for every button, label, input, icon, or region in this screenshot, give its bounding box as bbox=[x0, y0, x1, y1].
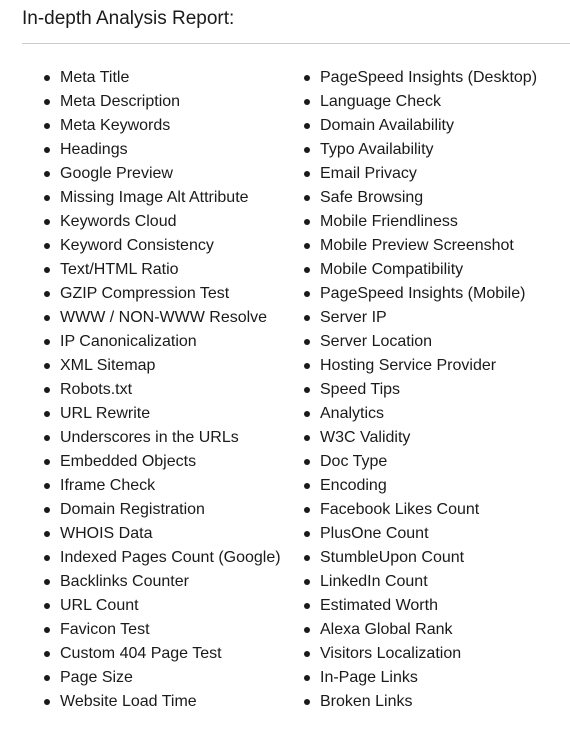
list-item bbox=[44, 354, 281, 378]
list-item bbox=[44, 114, 281, 138]
bullet-icon bbox=[44, 699, 50, 705]
list-item bbox=[304, 570, 537, 594]
list-item bbox=[304, 690, 537, 714]
bullet-icon bbox=[44, 315, 50, 321]
list-item bbox=[304, 474, 537, 498]
list-item bbox=[304, 282, 537, 306]
list-item-label: PageSpeed Insights (Desktop) bbox=[320, 69, 538, 86]
bullet-icon bbox=[44, 651, 50, 657]
list-item-label: Google Preview bbox=[60, 165, 173, 182]
list-item-label: URL Count bbox=[60, 597, 139, 614]
list-item bbox=[304, 498, 537, 522]
list-item-label: Meta Keywords bbox=[60, 117, 171, 134]
list-item bbox=[44, 666, 281, 690]
list-item bbox=[44, 186, 281, 210]
list-item-label: Encoding bbox=[320, 477, 387, 494]
list-item-label: Speed Tips bbox=[320, 381, 401, 398]
list-item-label: W3C Validity bbox=[320, 429, 411, 446]
bullet-icon bbox=[304, 531, 310, 537]
list-item-label: GZIP Compression Test bbox=[60, 285, 230, 302]
list-item-label: Mobile Preview Screenshot bbox=[320, 237, 514, 254]
list-item-label: Keyword Consistency bbox=[60, 237, 214, 254]
list-item-label: Typo Availability bbox=[320, 141, 434, 158]
list-item-label: In-Page Links bbox=[320, 669, 418, 686]
list-item-label: Keywords Cloud bbox=[60, 213, 177, 230]
bullet-icon bbox=[304, 675, 310, 681]
list-item-label: Embedded Objects bbox=[60, 453, 197, 470]
bullet-icon bbox=[304, 363, 310, 369]
bullet-icon bbox=[304, 123, 310, 129]
bullet-icon bbox=[44, 339, 50, 345]
list-item bbox=[44, 474, 281, 498]
bullet-icon bbox=[304, 171, 310, 177]
bullet-icon bbox=[304, 99, 310, 105]
list-item-label: Meta Description bbox=[60, 93, 181, 110]
list-item bbox=[44, 378, 281, 402]
bullet-icon bbox=[304, 651, 310, 657]
bullet-icon bbox=[44, 483, 50, 489]
bullet-icon bbox=[44, 219, 50, 225]
list-item-label: Page Size bbox=[60, 669, 133, 686]
list-item-label: URL Rewrite bbox=[60, 405, 151, 422]
bullet-icon bbox=[304, 483, 310, 489]
bullet-icon bbox=[304, 339, 310, 345]
bullet-icon bbox=[304, 267, 310, 273]
list-item-label: Estimated Worth bbox=[320, 597, 438, 614]
list-item-label: Facebook Likes Count bbox=[320, 501, 480, 518]
bullet-icon bbox=[44, 531, 50, 537]
bullet-icon bbox=[304, 75, 310, 81]
bullet-icon bbox=[44, 579, 50, 585]
list-item-label: Analytics bbox=[320, 405, 385, 422]
bullet-icon bbox=[44, 387, 50, 393]
bullet-icon bbox=[304, 435, 310, 441]
list-item bbox=[304, 90, 537, 114]
list-item bbox=[304, 546, 537, 570]
list-item bbox=[304, 522, 537, 546]
bullet-icon bbox=[304, 147, 310, 153]
list-item bbox=[304, 450, 537, 474]
bullet-icon bbox=[44, 99, 50, 105]
list-item bbox=[304, 354, 537, 378]
bullet-icon bbox=[44, 75, 50, 81]
bullet-icon bbox=[304, 195, 310, 201]
bullet-icon bbox=[304, 459, 310, 465]
list-item bbox=[44, 234, 281, 258]
bullet-icon bbox=[44, 507, 50, 513]
bullet-icon bbox=[44, 147, 50, 153]
list-item bbox=[44, 618, 281, 642]
list-item bbox=[304, 594, 537, 618]
list-item-label: Custom 404 Page Test bbox=[60, 645, 222, 662]
list-item bbox=[304, 234, 537, 258]
list-item-label: XML Sitemap bbox=[60, 357, 156, 374]
list-item bbox=[44, 282, 281, 306]
bullet-icon bbox=[44, 675, 50, 681]
list-item-label: Favicon Test bbox=[60, 621, 150, 638]
list-item bbox=[304, 402, 537, 426]
right-feature-list bbox=[304, 66, 537, 714]
list-item bbox=[44, 66, 281, 90]
left-feature-list bbox=[44, 66, 281, 714]
bullet-icon bbox=[304, 387, 310, 393]
list-item bbox=[44, 690, 281, 714]
list-item-label: IP Canonicalization bbox=[60, 333, 197, 350]
list-item bbox=[44, 594, 281, 618]
bullet-icon bbox=[44, 603, 50, 609]
list-item bbox=[44, 210, 281, 234]
list-item-label: Backlinks Counter bbox=[60, 573, 189, 590]
list-item bbox=[304, 642, 537, 666]
list-item bbox=[304, 330, 537, 354]
list-item bbox=[304, 210, 537, 234]
list-item-label: PageSpeed Insights (Mobile) bbox=[320, 285, 526, 302]
bullet-icon bbox=[304, 291, 310, 297]
bullet-icon bbox=[304, 555, 310, 561]
list-item-label: Language Check bbox=[320, 93, 441, 110]
list-item-label: Hosting Service Provider bbox=[320, 357, 497, 374]
list-item-label: Server Location bbox=[320, 333, 433, 350]
list-item bbox=[304, 66, 537, 90]
list-item bbox=[304, 666, 537, 690]
list-item bbox=[44, 330, 281, 354]
list-item-label: Server IP bbox=[320, 309, 387, 326]
list-item-label: Domain Availability bbox=[320, 117, 454, 134]
list-item bbox=[44, 546, 281, 570]
list-item bbox=[44, 450, 281, 474]
list-item-label: Missing Image Alt Attribute bbox=[60, 189, 249, 206]
list-item-label: PlusOne Count bbox=[320, 525, 429, 542]
list-item bbox=[304, 114, 537, 138]
list-item-label: Email Privacy bbox=[320, 165, 417, 182]
list-item-label: Robots.txt bbox=[60, 381, 133, 398]
list-item bbox=[304, 618, 537, 642]
report-title: In-depth Analysis Report: bbox=[22, 8, 235, 29]
list-item bbox=[304, 378, 537, 402]
bullet-icon bbox=[44, 123, 50, 129]
bullet-icon bbox=[304, 219, 310, 225]
list-item-label: Meta Title bbox=[60, 69, 130, 86]
list-item bbox=[304, 426, 537, 450]
list-item-label: Broken Links bbox=[320, 693, 413, 710]
list-item-label: StumbleUpon Count bbox=[320, 549, 465, 566]
list-item-label: Headings bbox=[60, 141, 128, 158]
list-item bbox=[304, 306, 537, 330]
list-item-label: WWW / NON-WWW Resolve bbox=[60, 309, 268, 326]
list-item bbox=[44, 642, 281, 666]
list-item-label: Text/HTML Ratio bbox=[60, 261, 179, 278]
list-item bbox=[44, 90, 281, 114]
list-item bbox=[44, 162, 281, 186]
list-item-label: Indexed Pages Count (Google) bbox=[60, 549, 281, 566]
list-item-label: LinkedIn Count bbox=[320, 573, 428, 590]
bullet-icon bbox=[304, 315, 310, 321]
bullet-icon bbox=[44, 171, 50, 177]
list-item bbox=[44, 138, 281, 162]
list-item bbox=[44, 258, 281, 282]
list-item bbox=[44, 498, 281, 522]
bullet-icon bbox=[304, 579, 310, 585]
list-item-label: Underscores in the URLs bbox=[60, 429, 239, 446]
bullet-icon bbox=[44, 627, 50, 633]
list-item-label: Domain Registration bbox=[60, 501, 205, 518]
title-divider bbox=[22, 43, 570, 44]
list-item-label: Website Load Time bbox=[60, 693, 197, 710]
bullet-icon bbox=[44, 435, 50, 441]
bullet-icon bbox=[304, 243, 310, 249]
list-item bbox=[44, 306, 281, 330]
bullet-icon bbox=[44, 267, 50, 273]
bullet-icon bbox=[44, 363, 50, 369]
list-item bbox=[304, 138, 537, 162]
list-item bbox=[304, 258, 537, 282]
bullet-icon bbox=[304, 627, 310, 633]
bullet-icon bbox=[304, 603, 310, 609]
list-item-label: Safe Browsing bbox=[320, 189, 424, 206]
bullet-icon bbox=[44, 291, 50, 297]
list-item-label: WHOIS Data bbox=[60, 525, 153, 542]
bullet-icon bbox=[44, 459, 50, 465]
list-item-label: Doc Type bbox=[320, 453, 388, 470]
bullet-icon bbox=[44, 555, 50, 561]
bullet-icon bbox=[304, 699, 310, 705]
list-item-label: Mobile Compatibility bbox=[320, 261, 464, 278]
list-item-label: Alexa Global Rank bbox=[320, 621, 453, 638]
bullet-icon bbox=[44, 411, 50, 417]
list-item bbox=[44, 426, 281, 450]
bullet-icon bbox=[44, 195, 50, 201]
list-item bbox=[44, 570, 281, 594]
list-item-label: Iframe Check bbox=[60, 477, 156, 494]
list-item bbox=[304, 186, 537, 210]
list-item bbox=[44, 402, 281, 426]
list-item-label: Visitors Localization bbox=[320, 645, 462, 662]
list-item bbox=[44, 522, 281, 546]
bullet-icon bbox=[44, 243, 50, 249]
bullet-icon bbox=[304, 507, 310, 513]
bullet-icon bbox=[304, 411, 310, 417]
list-item-label: Mobile Friendliness bbox=[320, 213, 458, 230]
list-item bbox=[304, 162, 537, 186]
